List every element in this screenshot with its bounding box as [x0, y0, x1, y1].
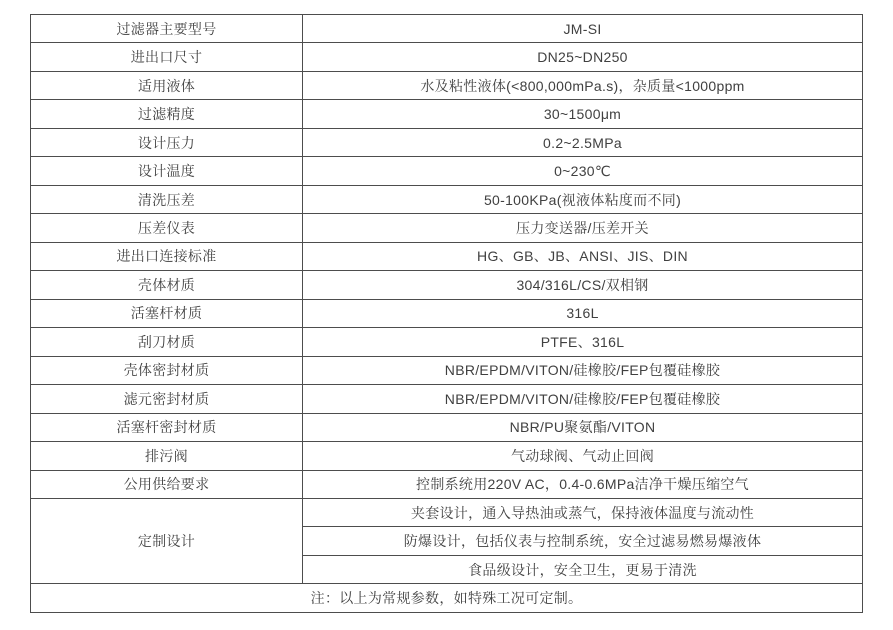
custom-design-option-cell: 防爆设计，包括仪表与控制系统，安全过滤易燃易爆液体 [303, 527, 863, 555]
table-row [31, 498, 863, 526]
spec-value-cell: 30~1500μm [303, 100, 863, 128]
spec-label-cell: 壳体密封材质 [31, 356, 303, 384]
spec-label-cell: 刮刀材质 [31, 328, 303, 356]
spec-value-cell: 0~230℃ [303, 157, 863, 185]
spec-label-cell: 活塞杆密封材质 [31, 413, 303, 441]
spec-label-cell: 排污阀 [31, 442, 303, 470]
table-row [31, 71, 863, 99]
table-row [31, 470, 863, 498]
spec-label-cell: 过滤精度 [31, 100, 303, 128]
table-row [31, 442, 863, 470]
table-row [31, 299, 863, 327]
spec-value-cell: 控制系统用220V AC，0.4-0.6MPa洁净干燥压缩空气 [303, 470, 863, 498]
table-row [31, 157, 863, 185]
spec-value-cell: 316L [303, 299, 863, 327]
table-row [31, 242, 863, 270]
spec-value-cell: 304/316L/CS/双相钢 [303, 271, 863, 299]
spec-value-cell: PTFE、316L [303, 328, 863, 356]
custom-design-option-cell: 夹套设计，通入导热油或蒸气，保持液体温度与流动性 [303, 498, 863, 526]
table-row [31, 356, 863, 384]
spec-label-cell: 活塞杆材质 [31, 299, 303, 327]
custom-design-label-cell: 定制设计 [31, 498, 303, 583]
spec-label-cell: 进出口尺寸 [31, 43, 303, 71]
spec-value-cell: 0.2~2.5MPa [303, 128, 863, 156]
table-row [31, 128, 863, 156]
table-row [31, 385, 863, 413]
custom-design-option-cell: 食品级设计，安全卫生，更易于清洗 [303, 555, 863, 583]
spec-value-cell: 压力变送器/压差开关 [303, 214, 863, 242]
spec-label-cell: 适用液体 [31, 71, 303, 99]
spec-label-cell: 进出口连接标准 [31, 242, 303, 270]
table-row [31, 43, 863, 71]
table-row [31, 328, 863, 356]
spec-label-cell: 滤元密封材质 [31, 385, 303, 413]
spec-label-cell: 壳体材质 [31, 271, 303, 299]
spec-label-cell: 过滤器主要型号 [31, 15, 303, 43]
filter-spec-table [30, 14, 863, 613]
spec-value-cell: JM-SI [303, 15, 863, 43]
spec-value-cell: 50-100KPa(视液体粘度而不同) [303, 185, 863, 213]
spec-label-cell: 设计温度 [31, 157, 303, 185]
spec-label-cell: 压差仪表 [31, 214, 303, 242]
spec-label-cell: 清洗压差 [31, 185, 303, 213]
spec-value-cell: DN25~DN250 [303, 43, 863, 71]
spec-value-cell: 水及粘性液体(<800,000mPa.s)，杂质量<1000ppm [303, 71, 863, 99]
table-row [31, 100, 863, 128]
spec-label-cell: 公用供给要求 [31, 470, 303, 498]
table-footnote: 注：以上为常规参数，如特殊工况可定制。 [31, 584, 863, 613]
spec-value-cell: NBR/EPDM/VITON/硅橡胶/FEP包覆硅橡胶 [303, 385, 863, 413]
table-row [31, 413, 863, 441]
table-row [31, 271, 863, 299]
table-row [31, 214, 863, 242]
table-row [31, 185, 863, 213]
table-row [31, 15, 863, 43]
table-row [31, 584, 863, 613]
spec-value-cell: HG、GB、JB、ANSI、JIS、DIN [303, 242, 863, 270]
spec-label-cell: 设计压力 [31, 128, 303, 156]
spec-value-cell: 气动球阀、气动止回阀 [303, 442, 863, 470]
spec-value-cell: NBR/PU聚氨酯/VITON [303, 413, 863, 441]
spec-value-cell: NBR/EPDM/VITON/硅橡胶/FEP包覆硅橡胶 [303, 356, 863, 384]
